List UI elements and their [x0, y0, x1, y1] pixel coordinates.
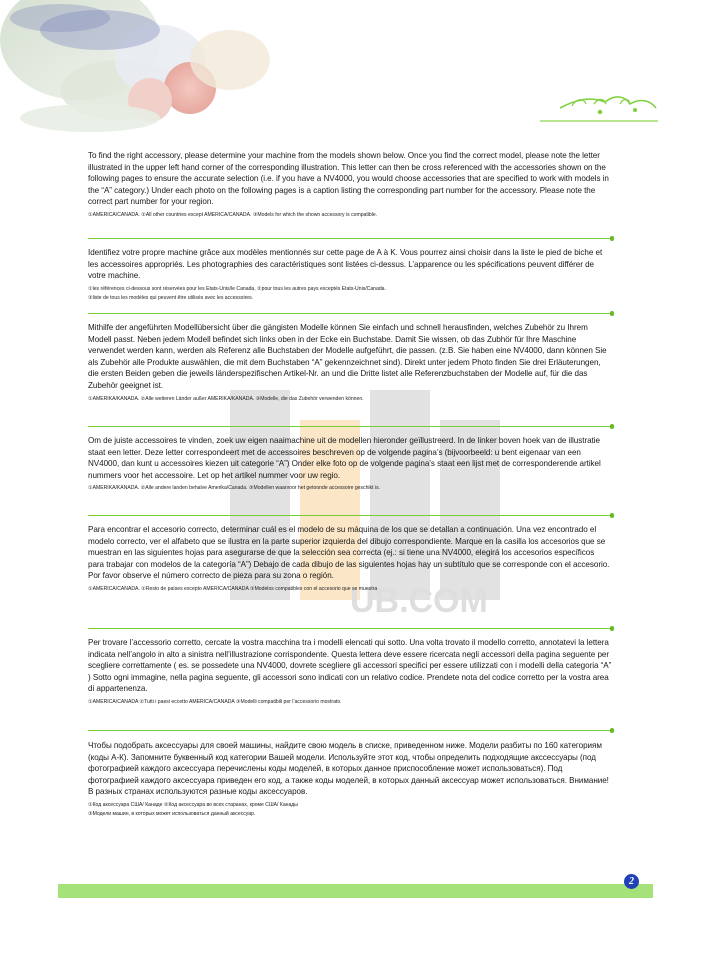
section-footnote: ①AMERICA/CANADA ②Tutti i paesi eccetto AMERICA/CANADA ③Modelli compatibili per l’accessorio mostrato.	[88, 698, 342, 705]
section-italian	[88, 637, 612, 707]
watermark	[200, 360, 530, 660]
section-dutch	[88, 435, 612, 493]
section-footnote: ①Код аксессуара США/ Канаде ②Код аксессуара во всех старанах, кроме США/ Канады	[88, 801, 298, 808]
section-footnote: ①AMERIKA/KANADA. ②Alle andere landen behalve Amerika/Canada. ③Modellen waarvoor het getoonde accessoire geschikt is.	[88, 485, 381, 492]
section-russian	[88, 740, 612, 819]
section-body: Per trovare l’accessorio corretto, cercate la vostra macchina tra i modelli elencati qui sotto. Una volta trovato il modello corretto, annotatevi la lettera indicata nell’angolo in alto a sinistra nell’illustrazione corrispondente. Questa lettera deve essere ricercata negli accessori della pagina seguente per scegliere correttamente ( es. se possedete una NV4000, dovrete scegliere gli accessori specifici per essere utilizzati con i modelli della categoria “A” ) Sotto ogni immagine, nella pagina seguente, gli accessori sono indicati con un relativo codice. Prendete nota del codice corretto per la vostra area di appartenenza.	[88, 638, 612, 694]
section-footnote: ①AMERICA/CANADA. ②All other countries except AMERICA/CANADA. ③Models for which the shown accessory is compatible.	[88, 211, 378, 218]
page-number: 2	[624, 874, 639, 889]
header-flowers-illustration	[0, 0, 709, 135]
header-artwork	[0, 0, 709, 135]
section-body: Para encontrar el accesorio correcto, determinar cuál es el modelo de su máquina de los que se detallan a continuación. Una vez encontrado el modelo correcto, ver el alfabeto que se ilustra en la parte superior izquierda del dibujo correspondiente. Marque en la casilla los accesorios que se muestran en las siguientes hojas para asegurarse de que la selección sea correcta (ej.: si tiene una NV4000, elegirá los accesorios específicos para trabajar con modelos de la categoría “A”) Debajo de cada dibujo de las siguientes hojas hay un subtítulo que se corresponde con el accesorio. Por favor observe el número correcto de pieza para su zona o región.	[88, 525, 610, 581]
section-german	[88, 322, 612, 404]
section-body: Mithilfe der angeführten Modellübersicht über die gängisten Modelle können Sie einfach und schnell herausfinden, welches Zubehör zu Ihrem Modell passt. Neben jedem Modell befindet sich links oben in der Ecke ein Buchstabe. Damit Sie wissen, ob das Zubhör für Ihre Maschine verwendet werden kann, werden als Referenz alle Buchstaben der Modelle aufgeführt, die passen. (z.B. Sie haben eine NV4000, dann können Sie als Zubehör alle Produkte auswählen, die mit dem Buchstaben “A” gekennzeichnet sind). Direkt unter jedem Photo finden Sie drei Erläuterungen, die ersten Beiden geben die jeweils länderspezifischen Artikel-Nr. an und die Dritte listet alle Referenzbuchstaben der Modelle auf, für die das Zubehör geeignet ist.	[88, 323, 607, 390]
section-divider	[88, 313, 612, 314]
section-footnote: ①AMERIKA/KANADA. ②Alle weiteren Länder außer AMERIKA/KANADA. ③Modelle, die das Zubehör verwenden können.	[88, 395, 364, 402]
section-english	[88, 150, 612, 220]
section-divider	[88, 238, 612, 239]
section-footnote: ①les références ci-dessous sont réservées pour les Etats-Unis/le Canada, ②pour tous les autres pays exceptés Etats-Unis/Canada.	[88, 285, 386, 292]
section-body: Om de juiste accessoires te vinden, zoek uw eigen naaimachine uit de modellen hieronder geïllustreerd. In de linker boven hoek van de illustratie staat een letter. Deze letter correspondeert met de accessoires beschreven op de volgende pagina’s (bijvoorbeeld: u bent eigenaar van een NV4000, dan kunt u accessoires kiezen uit categorie “A”) Onder elke foto op de volgende pagina’s staat een lijst met de corresponderende artikel nummers voor het accessoire. Let op het artikel nummer voor uw regio.	[88, 436, 601, 480]
section-divider	[88, 730, 612, 731]
section-body: Identifiez votre propre machine grâce aux modèles mentionnés sur cette page de A à K. Vous pourrez ainsi choisir dans la liste le pied de biche et les accessoires appropriés. Les photographies des caractéristiques sont listées ci-dessus. L’apparence ou les spécifications peuvent différer de votre machine.	[88, 248, 603, 281]
section-french	[88, 247, 612, 303]
section-footnote: ③liste de tous les modèles qui peuvent être utilisés avec les accessoires.	[88, 294, 254, 301]
watermark-text: UB.COM	[350, 582, 488, 620]
section-body: To find the right accessory, please determine your machine from the models shown below. Once you find the correct model, please note the letter illustrated in the upper left hand corner of the corresponding illustration. This letter can then be cross referenced with the accessories shown on the following pages to ensure the accurate selection (i.e. if you have a NV4000, you would choose accessories that are specified to work with models in the “A” category.) Under each photo on the following pages is a caption listing the corresponding part number for the accessory. Please note the correct part number for your region.	[88, 151, 609, 207]
section-spanish	[88, 524, 612, 594]
section-divider	[88, 628, 612, 629]
section-divider	[88, 426, 612, 427]
section-body: Чтобы подобрать аксессуары для своей машины, найдите свою модель в списке, приведенном ниже. Модели разбиты по 160 категориям (коды А-К). Запомните буквенный код категории Вашей модели. Используйте этот код, чтобы определить подходящие акссессуары (под фотографией каждого аксессуара перечислены коды моделей, в которых данное приспособление может использоваться). Под фотографией каждого аксессуара приведен его код, а также коды моделей, в которых данный аксессуар может использоваться. Внимание! В разных странах используются разные коды аксессуаров.	[88, 741, 609, 797]
book-icon	[200, 360, 530, 660]
section-footnote: ③Модели машин, в которых может использоваться данный аксессуар.	[88, 810, 256, 817]
section-footnote: ①AMERICA/CANADA. ②Resto de países excepto AMERICA/CANADA ③Modelos compatibles con el accesorio que se muestra	[88, 585, 378, 592]
section-divider	[88, 515, 612, 516]
footer-bar	[58, 884, 653, 898]
